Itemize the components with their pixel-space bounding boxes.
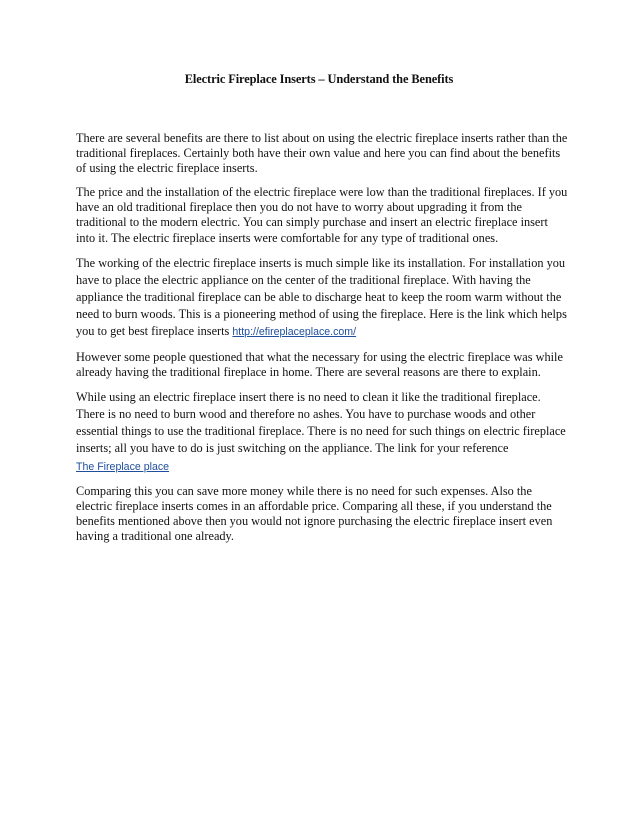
document-title: Electric Fireplace Inserts – Understand the Benefits bbox=[184, 72, 454, 86]
paragraph-1: There are several benefits are there to list about on using the electric fireplace inserts rather than the traditional fireplaces. Certainly both have their own value and here you can find about the benefits of using the electric fireplace inserts. bbox=[76, 131, 568, 176]
efireplaceplace-link[interactable]: http://efireplaceplace.com/ bbox=[232, 326, 357, 339]
document-body bbox=[76, 131, 568, 553]
paragraph-5-text: While using an electric fireplace insert there is no need to clean it like the traditional fireplace. There is no need to burn wood and therefore no ashes. You have to purchase woods and other essential things to use the traditional fireplace. There is no need for such things on electric fireplace inserts; all you have to do is just switching on the appliance. The link for your reference bbox=[76, 389, 566, 456]
paragraph-2: The price and the installation of the electric fireplace were low than the traditional fireplaces. If you have an old traditional fireplace then you do not have to worry about upgrading it from the traditional to the modern electric. You can simply purchase and insert an electric fireplace insert into it. The electric fireplace inserts were comfortable for any type of traditional ones. bbox=[76, 185, 568, 245]
paragraph-4: However some people questioned that what the necessary for using the electric fireplace was while already having the traditional fireplace in home. There are several reasons are there to explain. bbox=[76, 349, 563, 379]
paragraph-3 bbox=[76, 255, 568, 342]
fireplace-place-link[interactable]: The Fireplace place bbox=[76, 460, 170, 473]
paragraph-6: Comparing this you can save more money while there is no need for such expenses. Also the electric fireplace inserts comes in an affordable price. Comparing all these, if you understand the benefits mentioned above then you would not ignore purchasing the electric fireplace insert even having a traditional one already. bbox=[76, 483, 553, 544]
paragraph-5 bbox=[76, 389, 568, 476]
paragraph-3-text: The working of the electric fireplace inserts is much simple like its installation. For installation you have to place the electric appliance on the center of the traditional fireplace. With having the appliance the traditional fireplace can be able to discharge heat to keep the room warm without the need to burn woods. This is a pioneering method of using the fireplace. Here is the link which helps you to get best fireplace inserts bbox=[76, 255, 567, 339]
